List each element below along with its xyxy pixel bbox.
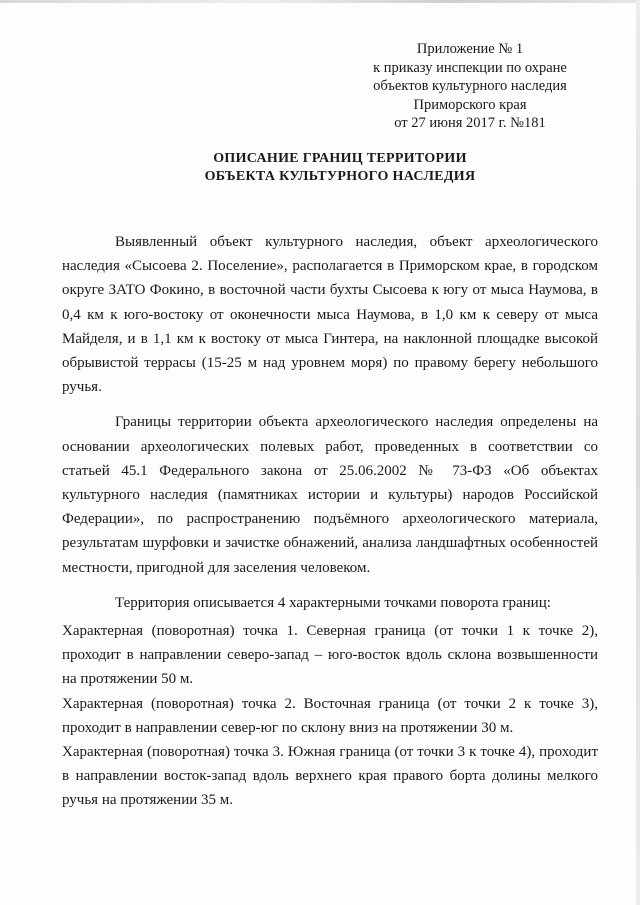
document-body [62,230,598,813]
paragraph-point-3: Характерная (поворотная) точка 3. Южная граница (от точки 3 к точке 4), проходит в направлении восток-запад вдоль верхнего края правого борта долины мелкого ручья на протяжении 35 м. [62,744,598,809]
paragraph-point-1: Характерная (поворотная) точка 1. Северная граница (от точки 1 к точке 2), проходит в направлении северо-запад – юго-восток вдоль склона возвышенности на протяжении 50 м. [62,623,598,688]
paragraph-point-2: Характерная (поворотная) точка 2. Восточная граница (от точки 2 к точке 3), проходит в направлении север-юг по склону вниз на протяжении 30 м. [62,695,598,736]
appendix-number: Приложение № 1 [416,41,524,57]
appendix-date-line: от 27 июня 2017 г. №181 [394,115,546,131]
appendix-inspection-line: объектов культурного наследия [373,78,567,94]
appendix-order-line: к приказу инспекции по охране [373,59,567,76]
scan-edge-right [636,0,640,905]
appendix-header [350,40,590,133]
appendix-region-line: Приморского края [413,96,527,113]
paragraph-boundaries-basis: Границы территории объекта археологического наследия определены на основании археологических полевых работ, проведенных в соответствии со статьей 45.1 Федерального закона от 25.06.2002 № 73-ФЗ «Об объектах культурного наследия (памятниках истории и культуры) народов Российской Федерации», по распространению подъёмного археологического материала, результатам шурфовки и зачистке обнажений, анализа ландшафтных особенностей местности, пригодной для заселения человеком. [62,414,598,576]
scan-edge-top [0,0,640,3]
title-line-2: ОБЪЕКТА КУЛЬТУРНОГО НАСЛЕДИЯ [204,169,476,184]
document-title [120,150,560,186]
paragraph-object-location: Выявленный объект культурного наследия, объект археологического наследия «Сысоева 2. Поселение», располагается в Приморском крае, в городском округе ЗАТО Фокино, в восточной части бухты Сысоева к югу от мыса Наумова, в 0,4 км к юго-востоку от оконечности мыса Наумова, в 1,0 км к северу от мыса Майделя, и в 1,1 км к востоку от мыса Гинтера, на наклонной площадке высокой обрывистой террасы (15-25 м над уровнем моря) по правому берегу небольшого ручья. [62,234,598,396]
title-line-1: ОПИСАНИЕ ГРАНИЦ ТЕРРИТОРИИ [213,151,467,166]
paragraph-points-intro: Территория описывается 4 характерными точками поворота границ: [115,594,551,611]
